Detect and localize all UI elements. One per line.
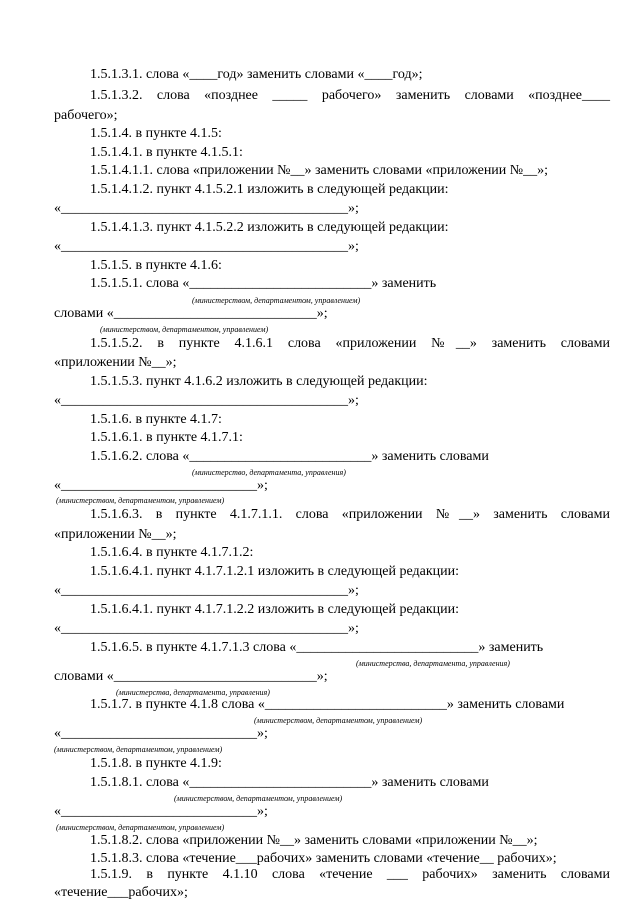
doc-line: 1.5.1.8.3. слова «течение___рабочих» заменить словами «течение__ рабочих»; [90,850,557,866]
doc-line: 1.5.1.7. в пункте 4.1.8 слова «__________________________» заменить словами [90,697,565,713]
doc-line: 1.5.1.6. в пункте 4.1.7: [90,411,222,427]
field-hint: (министерство, департамента, управления) [192,468,346,478]
doc-line: 1.5.1.6.4.1. пункт 4.1.7.1.2.1 изложить в следующей редакции: [90,563,459,579]
doc-line: 1.5.1.5.3. пункт 4.1.6.2 изложить в следующей редакции: [90,373,428,389]
doc-line: «____________________________»; [54,804,268,820]
doc-line: 1.5.1.4.1.1. слова «приложении №__» заменить словами «приложении №__»; [90,163,549,179]
doc-line: 1.5.1.4.1.2. пункт 4.1.5.2.1 изложить в следующей редакции: [90,181,449,197]
doc-line: «_________________________________________»; [54,583,359,599]
doc-line: 1.5.1.3.2. слова «позднее _____ рабочего» заменить словами «позднее____ [90,88,610,104]
doc-line: 1.5.1.4.1. в пункте 4.1.5.1: [90,144,243,160]
doc-line: 1.5.1.8.1. слова «__________________________» заменить словами [90,774,489,790]
doc-line: словами «_____________________________»; [54,305,328,321]
doc-line: 1.5.1.6.5. в пункте 4.1.7.1.3 слова «__________________________» заменить [90,639,544,655]
field-hint: (министерством, департаментом, управлением) [56,496,225,506]
doc-line: рабочего»; [54,107,118,123]
doc-line: «_________________________________________»; [54,239,359,255]
field-hint: (министерством, департаментом, управлением) [54,744,223,754]
doc-line: 1.5.1.9. в пункте 4.1.10 слова «течение ___ рабочих» заменить словами [90,867,610,883]
doc-line: 1.5.1.6.3. в пункте 4.1.7.1.1. слова «приложении №__» заменить словами [90,507,610,523]
doc-line: 1.5.1.4.1.3. пункт 4.1.5.2.2 изложить в следующей редакции: [90,219,449,235]
field-hint: (министерства, департамента, управления) [356,659,510,669]
doc-line: словами «_____________________________»; [54,668,328,684]
field-hint: (министерством, департаментом, управлением) [174,794,343,804]
doc-line: 1.5.1.5.2. в пункте 4.1.6.1 слова «приложении №__» заменить словами [90,335,610,351]
doc-line: 1.5.1.4. в пункте 4.1.5: [90,126,222,142]
doc-line: 1.5.1.6.4.1. пункт 4.1.7.1.2.2 изложить в следующей редакции: [90,601,459,617]
field-hint: (министерством, департаментом, управлением) [100,325,269,335]
field-hint: (министерством, департаментом, управлением) [254,715,423,725]
doc-line: «_________________________________________»; [54,621,359,637]
doc-line: 1.5.1.3.1. слова «____год» заменить словами «____год»; [90,67,423,82]
field-hint: (министерством, департаментом, управлением) [56,822,225,832]
doc-line: «_________________________________________»; [54,201,359,217]
doc-line: «приложении №__»; [54,526,177,542]
doc-line: «____________________________»; [54,477,268,493]
doc-line: 1.5.1.8. в пункте 4.1.9: [90,756,222,772]
doc-line: 1.5.1.6.2. слова «__________________________» заменить словами [90,448,489,464]
doc-line: 1.5.1.5. в пункте 4.1.6: [90,257,222,273]
field-hint: (министерства, департамента, управления) [116,688,270,698]
field-hint: (министерством, департаментом, управлением) [192,295,361,305]
doc-line: 1.5.1.6.4. в пункте 4.1.7.1.2: [90,545,254,561]
doc-line: «____________________________»; [54,726,268,742]
doc-line: 1.5.1.6.1. в пункте 4.1.7.1: [90,430,243,446]
doc-line: 1.5.1.8.2. слова «приложении №__» заменить словами «приложении №__»; [90,833,538,849]
doc-line: «_________________________________________»; [54,393,359,409]
doc-line: 1.5.1.5.1. слова «__________________________» заменить [90,276,437,292]
doc-line: «приложении №__»; [54,355,177,371]
doc-line: «течение___рабочих»; [54,885,188,900]
